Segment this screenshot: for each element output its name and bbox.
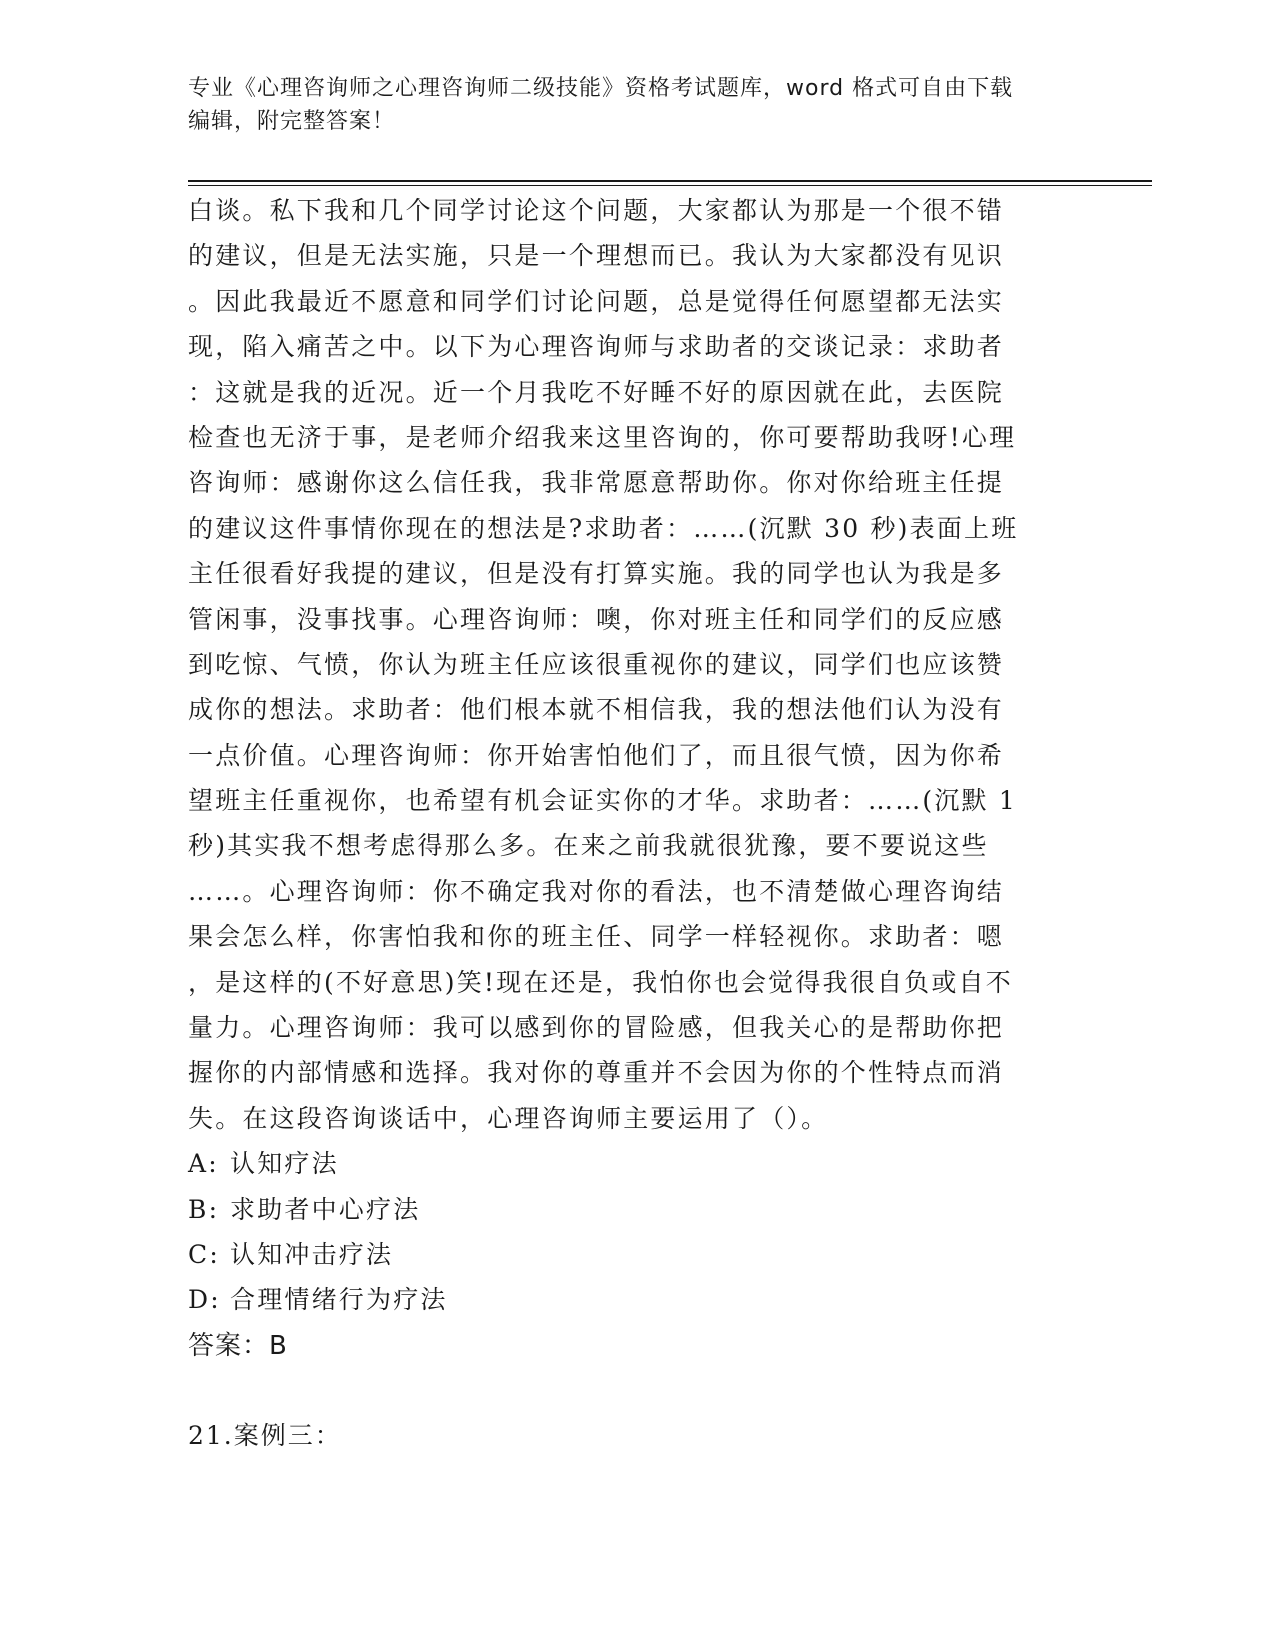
option-b <box>188 1187 1108 1232</box>
passage-line: 主任很看好我提的建议，但是没有打算实施。我的同学也认为我是多 <box>188 559 1005 589</box>
header-divider-thin <box>188 185 1152 186</box>
passage-line: 检查也无济于事，是老师介绍我来这里咨询的，你可要帮助我呀!心理 <box>188 422 1017 452</box>
passage-line: 的建议，但是无法实施，只是一个理想而已。我认为大家都没有见识 <box>188 241 1005 271</box>
passage-line: 量力。心理咨询师：我可以感到你的冒险感，但我关心的是帮助你把 <box>188 1013 1005 1043</box>
option-text: 认知冲击疗法 <box>230 1239 394 1269</box>
header-line-2: 编辑，附完整答案！ <box>188 109 396 134</box>
passage-line: 望班主任重视你，也希望有机会证实你的才华。求助者：……(沉默 1 <box>188 786 1018 816</box>
passage-line: 一点价值。心理咨询师：你开始害怕他们了，而且很气愤，因为你希 <box>188 740 1005 770</box>
passage-line: 。因此我最近不愿意和同学们讨论问题，总是觉得任何愿望都无法实 <box>188 286 1005 316</box>
passage-line: ：这就是我的近况。近一个月我吃不好睡不好的原因就在此，去医院 <box>188 377 1005 407</box>
header-line-1: 专业《心理咨询师之心理咨询师二级技能》资格考试题库，word 格式可自由下载 <box>188 76 1014 101</box>
answer-options <box>188 1141 1108 1323</box>
question-body <box>188 188 1108 1458</box>
passage-line: 管闲事，没事找事。心理咨询师：噢，你对班主任和同学们的反应感 <box>188 604 1005 634</box>
passage-line: ……。心理咨询师：你不确定我对你的看法，也不清楚做心理咨询结 <box>188 876 1005 906</box>
passage-line: 握你的内部情感和选择。我对你的尊重并不会因为你的个性特点而消 <box>188 1058 1005 1088</box>
option-letter: A: <box>188 1149 219 1179</box>
passage-line: 失。在这段咨询谈话中，心理咨询师主要运用了（）。 <box>188 1103 829 1133</box>
option-c <box>188 1232 1108 1277</box>
option-letter: D: <box>188 1285 221 1315</box>
passage-line: 成你的想法。求助者：他们根本就不相信我，我的想法他们认为没有 <box>188 695 1005 725</box>
passage-line: 秒)其实我不想考虑得那么多。在来之前我就很犹豫，要不要说这些 <box>188 831 989 861</box>
option-letter: B: <box>188 1194 220 1224</box>
passage-line: 到吃惊、气愤，你认为班主任应该很重视你的建议，同学们也应该赞 <box>188 649 1005 679</box>
option-text: 认知疗法 <box>230 1149 339 1179</box>
passage-line: ，是这样的(不好意思)笑!现在还是，我怕你也会觉得我很自负或自不 <box>188 967 1013 997</box>
option-a <box>188 1141 1108 1186</box>
passage-line: 白谈。私下我和几个同学讨论这个问题，大家都认为那是一个很不错 <box>188 196 1005 225</box>
header-divider-thick <box>188 180 1152 182</box>
passage-line: 的建议这件事情你现在的想法是?求助者：……(沉默 30 秒)表面上班 <box>188 513 1019 543</box>
question-passage <box>188 188 1108 1141</box>
document-header <box>188 72 1068 138</box>
passage-line: 现，陷入痛苦之中。以下为心理咨询师与求助者的交谈记录：求助者 <box>188 332 1005 362</box>
option-letter: C: <box>188 1239 220 1269</box>
passage-line: 果会怎么样，你害怕我和你的班主任、同学一样轻视你。求助者：嗯 <box>188 922 1005 952</box>
option-text: 合理情绪行为疗法 <box>230 1285 448 1315</box>
passage-line: 咨询师：感谢你这么信任我，我非常愿意帮助你。你对你给班主任提 <box>188 468 1005 498</box>
option-text: 求助者中心疗法 <box>230 1194 421 1224</box>
answer-key: 答案：B <box>188 1330 288 1361</box>
next-question-heading: 21.案例三： <box>188 1420 342 1450</box>
option-d <box>188 1277 1108 1322</box>
